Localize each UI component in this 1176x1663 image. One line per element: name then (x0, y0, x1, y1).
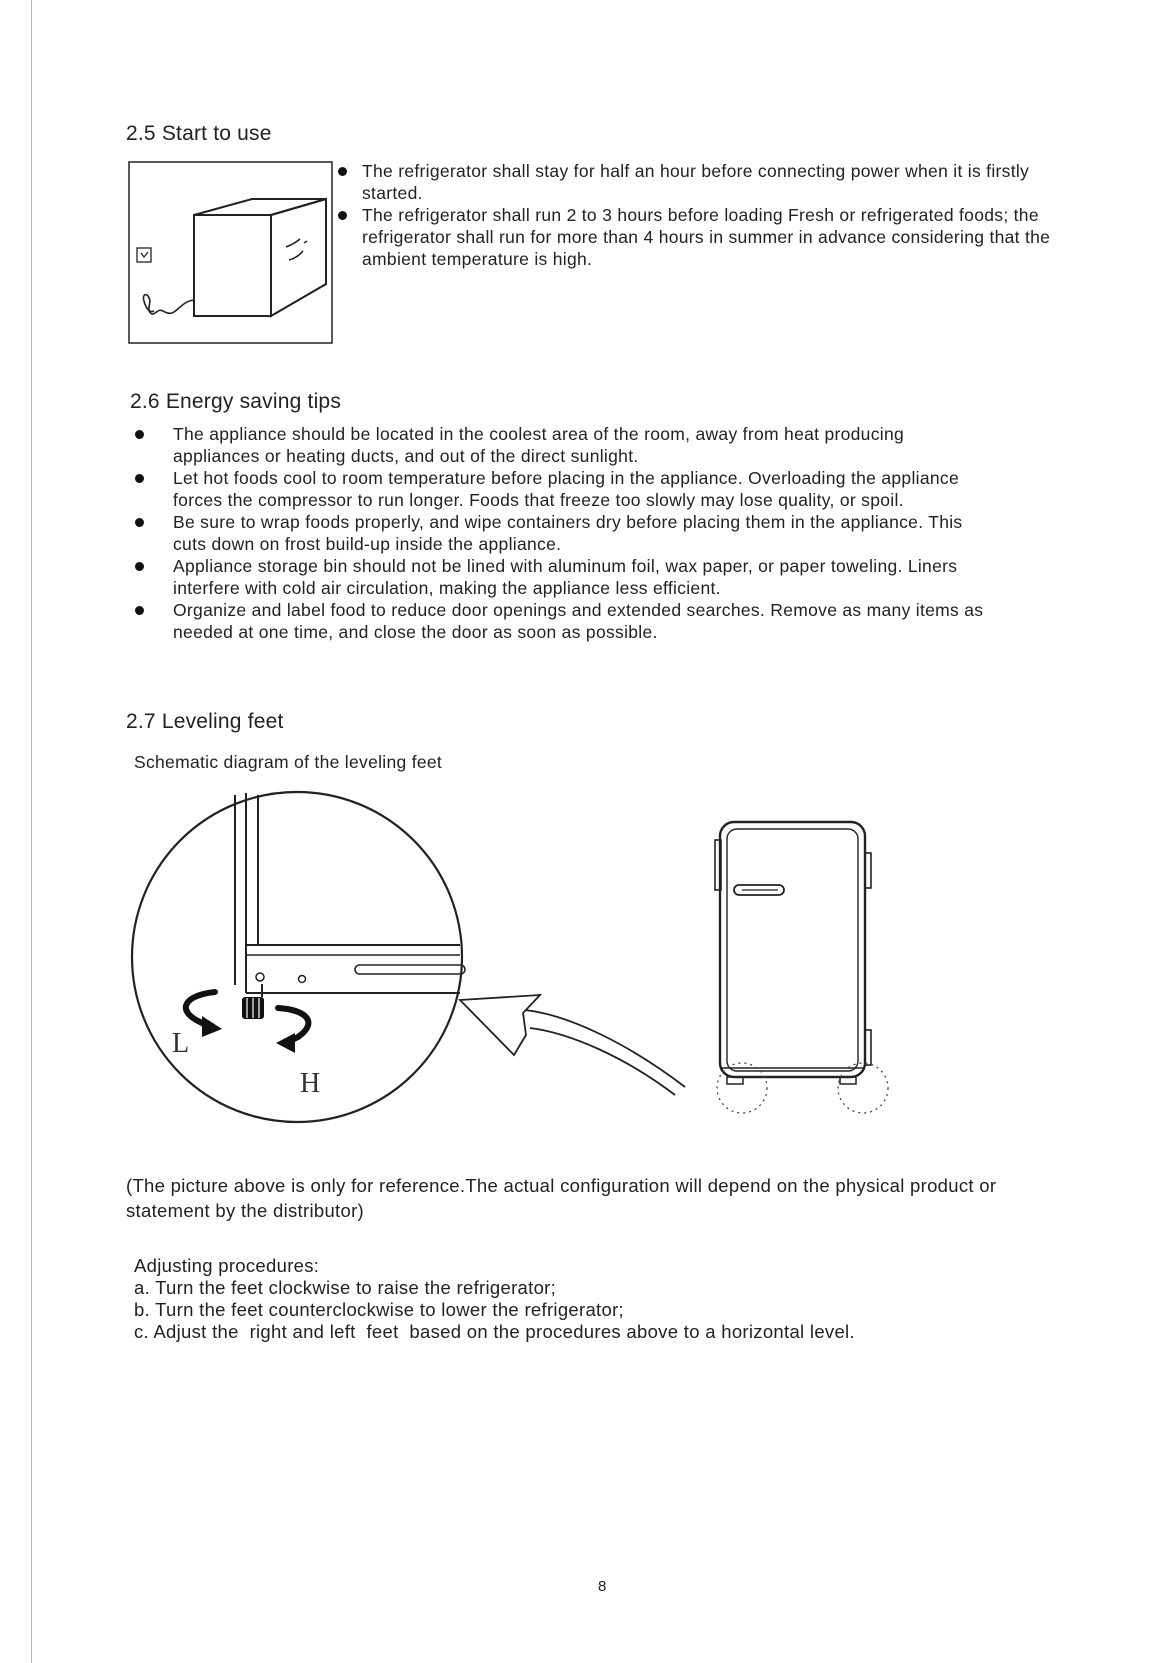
page-margin-line (31, 0, 32, 1663)
list-item: The refrigerator shall stay for half an hour before connecting power when it is firstly started. (338, 160, 1058, 204)
energy-tips-list (135, 423, 995, 643)
section-heading-energy-saving: 2.6 Energy saving tips (130, 390, 342, 413)
list-item: The refrigerator shall run 2 to 3 hours before loading Fresh or refrigerated foods; the refrigerator shall run for more than 4 hours in summer in advance considering that the ambient temperature is high. (338, 204, 1058, 270)
list-item: Be sure to wrap foods properly, and wipe containers dry before placing them in the appliance. This cuts down on frost build-up inside the appliance. (135, 511, 995, 555)
bullet-icon (135, 562, 144, 571)
diagram-caption: Schematic diagram of the leveling feet (134, 752, 443, 772)
leveling-feet-diagram (130, 785, 900, 1135)
list-item: The appliance should be located in the coolest area of the room, away from heat producing appliances or heating ducts, and out of the direct sunlight. (135, 423, 995, 467)
bullet-icon (135, 430, 144, 439)
list-item: Organize and label food to reduce door openings and extended searches. Remove as many items as needed at one time, and close the door as soon as possible. (135, 599, 995, 643)
bullet-icon (338, 211, 347, 220)
section-heading-start-to-use: 2.5 Start to use (126, 122, 272, 145)
page-number: 8 (598, 1578, 607, 1595)
bullet-icon (135, 518, 144, 527)
procedure-step-b: b. Turn the feet counterclockwise to lower the refrigerator; (134, 1299, 624, 1320)
bullet-icon (338, 167, 347, 176)
label-l: L (172, 1028, 190, 1059)
reference-note: (The picture above is only for reference.The actual configuration will depend on the physical product or statement by the distributor) (126, 1175, 997, 1221)
bullet-icon (135, 606, 144, 615)
procedure-step-c: c. Adjust the right and left feet based on the procedures above to a horizontal level. (134, 1321, 855, 1342)
bullet-icon (135, 474, 144, 483)
procedures-title: Adjusting procedures: (134, 1255, 320, 1276)
procedure-step-a: a. Turn the feet clockwise to raise the refrigerator; (134, 1277, 557, 1298)
list-item: Let hot foods cool to room temperature before placing in the appliance. Overloading the appliance forces the compressor to run longer. Foods that freeze too slowly may lose quality, or spoil. (135, 467, 995, 511)
plug-in-illustration (128, 161, 334, 345)
list-item: Appliance storage bin should not be lined with aluminum foil, wax paper, or paper toweling. Liners interfere with cold air circulation, making the appliance less efficient. (135, 555, 995, 599)
label-h: H (300, 1068, 321, 1099)
start-to-use-list (338, 160, 1058, 270)
section-heading-leveling-feet: 2.7 Leveling feet (126, 710, 284, 733)
